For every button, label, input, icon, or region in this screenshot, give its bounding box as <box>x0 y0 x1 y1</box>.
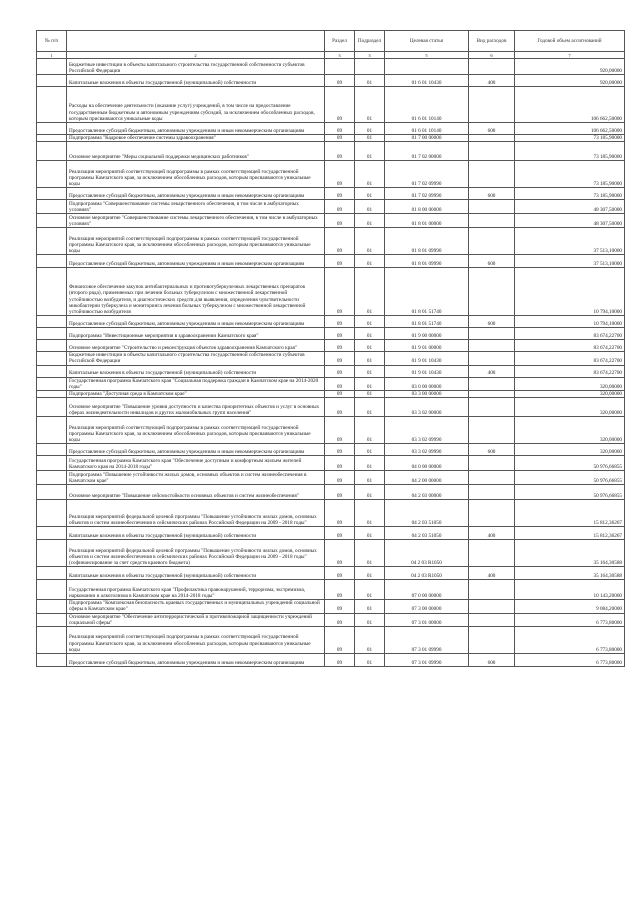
row-name-cell: Реализация мероприятий федеральной целевой программы "Повышение устойчивости жилых домов, основных объектов и систем жизнеобеспечения в сейсмических районах Российской Федерации на 2009 - 2018 годы" <box>67 500 325 527</box>
row-name-cell: Основное мероприятие "Повышение уровня доступности и качества приоритетных объектов и услуг в основных сферах жизнедеятельности инвалидов и других маломобильных групп населения" <box>67 398 325 417</box>
row-razdel-cell: 09 <box>325 123 355 135</box>
row-vid-cell <box>469 600 515 613</box>
row-podrazdel-cell: 01 <box>355 471 385 485</box>
row-statya-cell: 04 2 03 51050 <box>385 500 469 527</box>
column-index: 2 <box>67 52 325 59</box>
row-name-cell: Реализация мероприятий федеральной целевой программы "Повышение устойчивости жилых домов, основных объектов и систем жизнеобеспечения в сейсмических районах Российской Федерации на 2009 - 2018 годы" (софинансирование за счет средств краевого бюджета) <box>67 540 325 567</box>
column-index: 1 <box>37 52 67 59</box>
row-sum-cell: 35 164,30588 <box>515 540 625 567</box>
table-row <box>37 527 625 540</box>
row-vid-cell <box>469 391 515 398</box>
row-number-cell <box>37 540 67 567</box>
row-vid-cell <box>469 417 515 444</box>
row-statya-cell: 07 3 01 00000 <box>385 613 469 626</box>
row-number-cell <box>37 214 67 228</box>
row-razdel-cell: 09 <box>325 200 355 214</box>
header-podrazdel: Подраздел <box>355 31 385 52</box>
row-podrazdel-cell: 01 <box>355 391 385 398</box>
row-sum-cell: 320,00000 <box>515 377 625 390</box>
row-statya-cell: 07 0 00 00000 <box>385 580 469 600</box>
row-sum-cell: 15 812,36267 <box>515 500 625 527</box>
column-index: 6 <box>469 52 515 59</box>
row-podrazdel-cell: 01 <box>355 214 385 228</box>
row-razdel-cell: 09 <box>325 485 355 500</box>
header-name <box>67 31 325 52</box>
header-number: № п/п <box>37 31 67 52</box>
row-podrazdel-cell: 01 <box>355 580 385 600</box>
row-name-cell: Капитальные вложения в объекты государственной (муниципальной) собственности <box>67 365 325 377</box>
row-razdel-cell: 09 <box>325 328 355 340</box>
row-sum-cell: 15 812,36267 <box>515 527 625 540</box>
table-row <box>37 328 625 340</box>
row-vid-cell <box>469 398 515 417</box>
table-body <box>37 59 625 667</box>
table-row <box>37 471 625 485</box>
row-statya-cell: 03 3 02 09990 <box>385 417 469 444</box>
row-sum-cell: 50 976,66855 <box>515 471 625 485</box>
row-number-cell <box>37 627 67 654</box>
table-row <box>37 377 625 390</box>
row-number-cell <box>37 471 67 485</box>
table-row <box>37 485 625 500</box>
row-sum-cell: 37 513,10000 <box>515 228 625 255</box>
row-sum-cell: 73 185,90000 <box>515 161 625 188</box>
row-podrazdel-cell: 01 <box>355 456 385 471</box>
column-index: 3 <box>325 52 355 59</box>
row-sum-cell: 6 773,80000 <box>515 613 625 626</box>
row-podrazdel-cell: 01 <box>355 188 385 200</box>
row-razdel-cell: 09 <box>325 161 355 188</box>
row-vid-cell <box>469 471 515 485</box>
row-podrazdel-cell: 01 <box>355 600 385 613</box>
table-row <box>37 268 625 316</box>
row-razdel-cell: 09 <box>325 352 355 365</box>
table-row <box>37 75 625 87</box>
column-index: 7 <box>515 52 625 59</box>
row-sum-cell: 920,00000 <box>515 75 625 87</box>
row-sum-cell: 6 773,80000 <box>515 654 625 667</box>
row-podrazdel-cell: 01 <box>355 627 385 654</box>
row-name-cell: Капитальные вложения в объекты государственной (муниципальной) собственности <box>67 567 325 580</box>
row-razdel-cell: 09 <box>325 527 355 540</box>
header-statya: Целевая статья <box>385 31 469 52</box>
row-name-cell: Государственная программа Камчатского края "Профилактика правонарушений, терроризма, экстремизма, наркомании и алкоголизма в Камчатском крае на 2014-2018 годы" <box>67 580 325 600</box>
table-row <box>37 540 625 567</box>
row-sum-cell: 320,00000 <box>515 391 625 398</box>
row-statya-cell: 07 3 00 00000 <box>385 600 469 613</box>
row-statya-cell: 01 8 01 09990 <box>385 228 469 255</box>
row-number-cell <box>37 123 67 135</box>
row-name-cell: Государственная программа Камчатского края "Социальная поддержка граждан в Камчатском крае на 2014-2020 годы" <box>67 377 325 390</box>
row-razdel-cell: 09 <box>325 340 355 352</box>
row-number-cell <box>37 456 67 471</box>
row-vid-cell: 600 <box>469 444 515 456</box>
row-statya-cell: 01 6 01 10140 <box>385 123 469 135</box>
table-row <box>37 654 625 667</box>
table-row <box>37 613 625 626</box>
row-name-cell: Подпрограмма "Кадровое обеспечение системы здравоохранения" <box>67 135 325 142</box>
row-number-cell <box>37 268 67 316</box>
row-name-cell: Подпрограмма "Повышение устойчивости жилых домов, основных объектов и систем жизнеобеспечения в Камчатском крае" <box>67 471 325 485</box>
row-name-cell: Предоставление субсидий бюджетным, автономным учреждениям и иным некоммерческим организациям <box>67 123 325 135</box>
row-podrazdel-cell: 01 <box>355 567 385 580</box>
row-podrazdel-cell: 01 <box>355 398 385 417</box>
table-row <box>37 228 625 255</box>
row-vid-cell <box>469 214 515 228</box>
row-vid-cell: 400 <box>469 527 515 540</box>
row-statya-cell: 01 9 01 10430 <box>385 352 469 365</box>
row-podrazdel-cell: 01 <box>355 377 385 390</box>
table-row <box>37 600 625 613</box>
row-name-cell: Основное мероприятие "Обеспечение антитеррористической и противопожарной защищенности учреждений социальной сферы" <box>67 613 325 626</box>
column-index: 5 <box>385 52 469 59</box>
row-statya-cell: 04 2 03 R1050 <box>385 567 469 580</box>
row-number-cell <box>37 255 67 268</box>
table-header-row <box>37 31 625 52</box>
row-name-cell: Бюджетные инвестиции в объекты капитального строительства государственной собственности субъектов Российской Федерации <box>67 59 325 75</box>
row-sum-cell: 83 674,22700 <box>515 365 625 377</box>
row-number-cell <box>37 188 67 200</box>
row-number-cell <box>37 228 67 255</box>
row-razdel-cell: 09 <box>325 471 355 485</box>
row-name-cell: Подпрограмма "Инвестиционные мероприятия в здравоохранении Камчатского края" <box>67 328 325 340</box>
row-podrazdel-cell: 01 <box>355 142 385 161</box>
row-podrazdel-cell: 01 <box>355 123 385 135</box>
row-sum-cell: 37 513,10000 <box>515 255 625 268</box>
table-row <box>37 87 625 123</box>
row-vid-cell <box>469 59 515 75</box>
table-row <box>37 567 625 580</box>
row-razdel-cell <box>325 59 355 75</box>
row-razdel-cell: 09 <box>325 316 355 328</box>
row-name-cell: Реализация мероприятий соответствующей подпрограммы в рамках соответствующей государственной программы Камчатского края, за исключением обособленных расходов, которым присваиваются уникальные коды <box>67 228 325 255</box>
row-podrazdel-cell <box>355 59 385 75</box>
table-row <box>37 123 625 135</box>
row-name-cell: Государственная программа Камчатского края "Обеспечение доступным и комфортным жильем жителей Камчатского края на 2014-2018 годы" <box>67 456 325 471</box>
row-razdel-cell: 09 <box>325 255 355 268</box>
row-number-cell <box>37 485 67 500</box>
row-sum-cell: 10 794,10000 <box>515 268 625 316</box>
row-number-cell <box>37 135 67 142</box>
row-sum-cell: 83 674,22700 <box>515 340 625 352</box>
table-row <box>37 255 625 268</box>
row-number-cell <box>37 59 67 75</box>
row-razdel-cell: 09 <box>325 500 355 527</box>
row-sum-cell: 920,00000 <box>515 59 625 75</box>
table-row <box>37 340 625 352</box>
row-razdel-cell: 09 <box>325 142 355 161</box>
table-row <box>37 135 625 142</box>
row-statya-cell: 01 9 00 00000 <box>385 328 469 340</box>
row-vid-cell <box>469 328 515 340</box>
row-sum-cell: 50 976,66855 <box>515 456 625 471</box>
table-row <box>37 214 625 228</box>
row-razdel-cell: 09 <box>325 444 355 456</box>
row-number-cell <box>37 200 67 214</box>
row-sum-cell: 106 662,50000 <box>515 87 625 123</box>
row-vid-cell <box>469 135 515 142</box>
row-podrazdel-cell: 01 <box>355 613 385 626</box>
row-statya-cell: 01 6 01 10140 <box>385 87 469 123</box>
row-name-cell: Предоставление субсидий бюджетным, автономным учреждениям и иным некоммерческим организациям <box>67 444 325 456</box>
row-name-cell: Реализация мероприятий соответствующей подпрограммы в рамках соответствующей государственной программы Камчатского края, за исключением обособленных расходов, которым присваиваются уникальные коды <box>67 627 325 654</box>
row-number-cell <box>37 417 67 444</box>
header-sum: Годовой объем ассигнований <box>515 31 625 52</box>
row-statya-cell: 01 8 01 09990 <box>385 255 469 268</box>
row-name-cell: Бюджетные инвестиции в объекты капитального строительства государственной собственности субъектов Российской Федерации <box>67 352 325 365</box>
row-number-cell <box>37 87 67 123</box>
row-vid-cell <box>469 142 515 161</box>
row-vid-cell: 600 <box>469 188 515 200</box>
row-number-cell <box>37 500 67 527</box>
row-sum-cell: 35 164,30588 <box>515 567 625 580</box>
row-podrazdel-cell: 01 <box>355 485 385 500</box>
row-podrazdel-cell: 01 <box>355 340 385 352</box>
row-podrazdel-cell: 01 <box>355 75 385 87</box>
table-row <box>37 417 625 444</box>
row-statya-cell: 04 2 03 51050 <box>385 527 469 540</box>
row-name-cell: Подпрограмма "Комплексная безопасность краевых государственных и муниципальных учреждений социальной сферы в Камчатском крае" <box>67 600 325 613</box>
row-name-cell: Капитальные вложения в объекты государственной (муниципальной) собственности <box>67 75 325 87</box>
table-row <box>37 161 625 188</box>
row-sum-cell: 320,00000 <box>515 398 625 417</box>
row-statya-cell: 01 7 02 00000 <box>385 142 469 161</box>
row-vid-cell <box>469 613 515 626</box>
row-razdel-cell: 09 <box>325 627 355 654</box>
table-row <box>37 59 625 75</box>
row-sum-cell: 10 143,20000 <box>515 580 625 600</box>
row-statya-cell: 01 8 00 00000 <box>385 200 469 214</box>
row-sum-cell: 6 773,80000 <box>515 627 625 654</box>
row-number-cell <box>37 527 67 540</box>
row-vid-cell <box>469 268 515 316</box>
row-statya-cell: 01 6 01 10430 <box>385 75 469 87</box>
row-podrazdel-cell: 01 <box>355 135 385 142</box>
row-podrazdel-cell: 01 <box>355 316 385 328</box>
row-vid-cell <box>469 161 515 188</box>
row-sum-cell: 83 674,22700 <box>515 352 625 365</box>
row-razdel-cell: 09 <box>325 391 355 398</box>
row-podrazdel-cell: 01 <box>355 228 385 255</box>
row-podrazdel-cell: 01 <box>355 540 385 567</box>
row-number-cell <box>37 398 67 417</box>
row-sum-cell: 83 674,22700 <box>515 328 625 340</box>
table-row <box>37 444 625 456</box>
row-vid-cell: 400 <box>469 365 515 377</box>
row-statya-cell: 04 2 00 00000 <box>385 471 469 485</box>
row-name-cell: Основное мероприятие "Совершенствование системы лекарственного обеспечения, в том числе в амбулаторных условиях" <box>67 214 325 228</box>
row-number-cell <box>37 654 67 667</box>
row-sum-cell: 106 662,50000 <box>515 123 625 135</box>
row-razdel-cell: 09 <box>325 188 355 200</box>
row-vid-cell <box>469 377 515 390</box>
row-sum-cell: 73 185,90000 <box>515 135 625 142</box>
row-name-cell: Основное мероприятие "Строительство и реконструкция объектов здравоохранения Камчатского края" <box>67 340 325 352</box>
row-name-cell: Реализация мероприятий соответствующей подпрограммы в рамках соответствующей государственной программы Камчатского края, за исключением обособленных расходов, которым присваиваются уникальные коды <box>67 161 325 188</box>
row-statya-cell: 01 7 00 00000 <box>385 135 469 142</box>
row-vid-cell <box>469 540 515 567</box>
row-number-cell <box>37 567 67 580</box>
row-statya-cell: 01 9 01 00000 <box>385 340 469 352</box>
table-row <box>37 398 625 417</box>
row-number-cell <box>37 352 67 365</box>
row-name-cell: Предоставление субсидий бюджетным, автономным учреждениям и иным некоммерческим организациям <box>67 654 325 667</box>
row-statya-cell: 01 9 01 10430 <box>385 365 469 377</box>
row-vid-cell: 400 <box>469 567 515 580</box>
row-podrazdel-cell: 01 <box>355 87 385 123</box>
row-sum-cell: 73 185,90000 <box>515 142 625 161</box>
row-razdel-cell: 09 <box>325 377 355 390</box>
row-vid-cell <box>469 228 515 255</box>
row-razdel-cell: 09 <box>325 75 355 87</box>
row-razdel-cell: 09 <box>325 398 355 417</box>
row-statya-cell: 04 0 00 00000 <box>385 456 469 471</box>
row-razdel-cell: 09 <box>325 417 355 444</box>
table-row <box>37 391 625 398</box>
row-podrazdel-cell: 01 <box>355 444 385 456</box>
row-statya-cell: 03 3 00 00000 <box>385 391 469 398</box>
row-sum-cell: 9 084,20000 <box>515 600 625 613</box>
row-number-cell <box>37 613 67 626</box>
row-vid-cell <box>469 340 515 352</box>
row-number-cell <box>37 391 67 398</box>
row-name-cell: Основное мероприятие "Повышение сейсмостойкости основных объектов и систем жизнеобеспечения" <box>67 485 325 500</box>
row-razdel-cell: 09 <box>325 268 355 316</box>
row-razdel-cell: 09 <box>325 613 355 626</box>
row-name-cell: Предоставление субсидий бюджетным, автономным учреждениям и иным некоммерческим организациям <box>67 188 325 200</box>
row-statya-cell: 03 3 02 09990 <box>385 444 469 456</box>
row-vid-cell <box>469 87 515 123</box>
row-name-cell: Подпрограмма "Доступная среда в Камчатском крае" <box>67 391 325 398</box>
row-vid-cell: 600 <box>469 255 515 268</box>
row-podrazdel-cell: 01 <box>355 654 385 667</box>
row-statya-cell: 03 0 00 00000 <box>385 377 469 390</box>
column-index: 3 <box>355 52 385 59</box>
row-statya-cell: 01 7 02 09990 <box>385 161 469 188</box>
row-number-cell <box>37 340 67 352</box>
row-sum-cell: 50 976,66855 <box>515 485 625 500</box>
row-razdel-cell: 09 <box>325 135 355 142</box>
row-sum-cell: 320,00000 <box>515 417 625 444</box>
row-name-cell: Предоставление субсидий бюджетным, автономным учреждениям и иным некоммерческим организациям <box>67 255 325 268</box>
header-vid: Вид расходов <box>469 31 515 52</box>
row-podrazdel-cell: 01 <box>355 161 385 188</box>
row-razdel-cell: 09 <box>325 365 355 377</box>
row-number-cell <box>37 377 67 390</box>
table-row <box>37 142 625 161</box>
row-podrazdel-cell: 01 <box>355 352 385 365</box>
row-name-cell: Реализация мероприятий соответствующей подпрограммы в рамках соответствующей государственной программы Камчатского края, за исключением обособленных расходов, которым присваиваются уникальные коды <box>67 417 325 444</box>
table-row <box>37 500 625 527</box>
row-name-cell: Подпрограмма "Совершенствование системы лекарственного обеспечения, в том числе в амбулаторных условиях" <box>67 200 325 214</box>
row-vid-cell <box>469 580 515 600</box>
row-razdel-cell: 09 <box>325 600 355 613</box>
row-vid-cell: 600 <box>469 654 515 667</box>
row-podrazdel-cell: 01 <box>355 200 385 214</box>
row-statya-cell <box>385 59 469 75</box>
row-razdel-cell: 09 <box>325 654 355 667</box>
row-number-cell <box>37 316 67 328</box>
table-row <box>37 188 625 200</box>
row-vid-cell <box>469 200 515 214</box>
row-razdel-cell: 09 <box>325 540 355 567</box>
table-row <box>37 580 625 600</box>
row-statya-cell: 03 3 02 00000 <box>385 398 469 417</box>
row-statya-cell: 07 3 01 09990 <box>385 654 469 667</box>
row-number-cell <box>37 600 67 613</box>
row-podrazdel-cell: 01 <box>355 527 385 540</box>
row-number-cell <box>37 75 67 87</box>
row-vid-cell <box>469 485 515 500</box>
row-statya-cell: 07 3 01 09990 <box>385 627 469 654</box>
row-razdel-cell: 09 <box>325 228 355 255</box>
row-number-cell <box>37 161 67 188</box>
row-name-cell: Основное мероприятие "Меры социальной поддержки медицинских работников" <box>67 142 325 161</box>
table-row <box>37 456 625 471</box>
row-podrazdel-cell: 01 <box>355 500 385 527</box>
table-row <box>37 627 625 654</box>
table-row <box>37 365 625 377</box>
row-name-cell: Капитальные вложения в объекты государственной (муниципальной) собственности <box>67 527 325 540</box>
row-podrazdel-cell: 01 <box>355 255 385 268</box>
table-row <box>37 200 625 214</box>
row-number-cell <box>37 142 67 161</box>
row-podrazdel-cell: 01 <box>355 328 385 340</box>
row-statya-cell: 04 2 03 R1050 <box>385 540 469 567</box>
row-number-cell <box>37 444 67 456</box>
row-sum-cell: 320,00000 <box>515 444 625 456</box>
row-vid-cell <box>469 352 515 365</box>
table-row <box>37 316 625 328</box>
row-sum-cell: 48 307,50000 <box>515 200 625 214</box>
row-name-cell: Финансовое обеспечение закупок антибактериальных и противотуберкулезных лекарственных препаратов (второго ряда), применяемых при лечении больных туберкулезом с множественной лекарственной устойчивостью возбудителя, и диагностических средств для выявления, определения чувствительности микобактерии туберкулеза и мониторинга лечения больных туберкулезом с множественной лекарственной устойчивостью возбудителя <box>67 268 325 316</box>
header-razdel: Раздел <box>325 31 355 52</box>
row-vid-cell <box>469 627 515 654</box>
row-razdel-cell: 09 <box>325 580 355 600</box>
row-razdel-cell: 09 <box>325 214 355 228</box>
row-razdel-cell: 09 <box>325 87 355 123</box>
row-statya-cell: 01 7 02 09990 <box>385 188 469 200</box>
budget-table-sheet <box>36 30 624 667</box>
row-statya-cell: 01 8 01 00000 <box>385 214 469 228</box>
row-sum-cell: 48 307,50000 <box>515 214 625 228</box>
row-vid-cell: 600 <box>469 123 515 135</box>
row-vid-cell <box>469 456 515 471</box>
row-number-cell <box>37 328 67 340</box>
budget-table <box>36 30 625 667</box>
row-razdel-cell: 09 <box>325 456 355 471</box>
row-vid-cell: 600 <box>469 316 515 328</box>
table-row <box>37 352 625 365</box>
row-razdel-cell: 09 <box>325 567 355 580</box>
row-name-cell: Предоставление субсидий бюджетным, автономным учреждениям и иным некоммерческим организациям <box>67 316 325 328</box>
row-statya-cell: 01 8 01 51740 <box>385 316 469 328</box>
row-podrazdel-cell: 01 <box>355 417 385 444</box>
row-sum-cell: 73 185,90000 <box>515 188 625 200</box>
row-number-cell <box>37 365 67 377</box>
row-vid-cell <box>469 500 515 527</box>
row-name-cell: Расходы на обеспечение деятельности (оказание услуг) учреждений, в том числе на предоставление государственным бюджетным и автономным учреждениям субсидий, за исключением обособленных расходов, которым присваиваются уникальные коды <box>67 87 325 123</box>
row-statya-cell: 01 8 01 51740 <box>385 268 469 316</box>
row-sum-cell: 10 794,10000 <box>515 316 625 328</box>
row-vid-cell: 400 <box>469 75 515 87</box>
row-number-cell <box>37 580 67 600</box>
row-statya-cell: 04 2 03 00000 <box>385 485 469 500</box>
row-podrazdel-cell: 01 <box>355 365 385 377</box>
row-podrazdel-cell: 01 <box>355 268 385 316</box>
column-index-row <box>37 52 625 59</box>
